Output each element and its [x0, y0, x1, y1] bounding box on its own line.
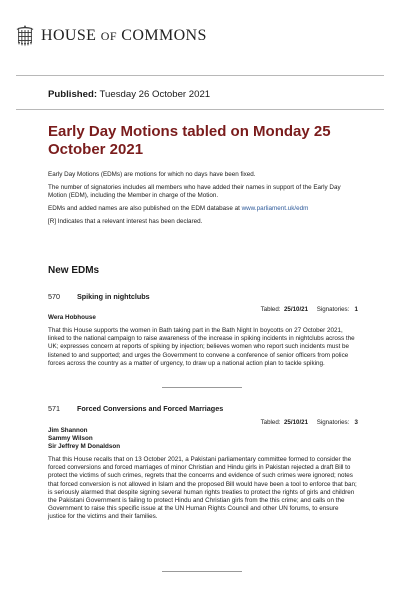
motion-title: Forced Conversions and Forced Marriages	[77, 404, 224, 413]
tabled-label: Tabled:	[260, 306, 281, 313]
motion-meta	[261, 419, 358, 426]
signatories-count: 1	[354, 306, 358, 313]
header-rule	[16, 75, 384, 76]
motion-number: 571	[48, 404, 60, 413]
wordmark-commons: COMMONS	[121, 27, 207, 44]
intro-paragraph-4: [R] Indicates that a relevant interest has been declared.	[48, 217, 203, 225]
published-date: Tuesday 26 October 2021	[99, 89, 211, 100]
intro-paragraph-1: Early Day Motions (EDMs) are motions for which no days have been fixed.	[48, 171, 256, 178]
house-of-commons-wordmark	[41, 27, 207, 45]
motion-meta	[261, 306, 358, 313]
signatories-label: Signatories:	[316, 419, 350, 426]
edm-database-link[interactable]: www.parliament.uk/edm	[241, 205, 309, 212]
intro-paragraph-2: The number of signatories includes all members who have added their names in support of the Early Day Motion (EDM), including the Member in charge of the Motion.	[48, 183, 341, 200]
tabled-date: 25/10/21	[283, 419, 309, 426]
published-label: Published:	[48, 89, 98, 100]
motion-text: That this House supports the women in Bath taking part in the Bath Night In boycotts on 27 October 2021, linked to the national campaign to raise awareness of the increase in spiking incidents in nightclubs across the UK; expresses concern at reports of spiking by injection; believes women who report such incidents must be listened to and supported; and urges the Government to convene a conference of senior officers from police forces across the country as a matter of urgency, to draw up a national action plan to tackle spiking.	[48, 327, 355, 367]
sponsor-name: Wera Hobhouse	[48, 314, 96, 321]
motion-570	[48, 292, 358, 368]
sponsor-name: Sir Jeffrey M Donaldson	[48, 443, 121, 450]
document-header	[16, 24, 207, 48]
tabled-label: Tabled:	[260, 419, 281, 426]
motion-number: 570	[48, 292, 60, 301]
signatories-label: Signatories:	[316, 306, 350, 313]
motion-divider	[162, 571, 242, 572]
sponsor-name: Jim Shannon	[48, 427, 88, 434]
motion-divider	[162, 387, 242, 388]
intro-paragraph-3-text: EDMs and added names are also published on the EDM database at	[48, 205, 242, 212]
motion-header	[48, 404, 358, 414]
motion-title: Spiking in nightclubs	[77, 292, 150, 301]
signatories-count: 3	[354, 419, 358, 426]
motion-571	[48, 404, 358, 522]
section-title-new-edms: New EDMs	[48, 265, 100, 276]
motion-text: That this House recalls that on 13 October 2021, a Pakistani parliamentary committee formed to consider the forced conversions and forced marriages of minor Christian and Hindu girls in Pakistan rejected a draft Bill to protect the victims of such crimes, regrets that the concerns and evidence of such crimes were ignored; notes that forced conversion is not allowed in Islam and the proposed Bill would have been a tool to enforce that ban; is seriously alarmed that despite signing several human rights treaties to protect the rights of girls and children the Pakistani Government is failing to protect Hindu and Christian girls from the this crime; and calls on the Government to raise this specific issue at the UN Human Rights Council and other UN forums, to ensure justice for the victims and their families.	[48, 456, 357, 521]
intro-paragraph-3	[48, 205, 358, 213]
motion-sponsors	[48, 314, 358, 322]
motion-sponsors	[48, 427, 358, 451]
sponsor-name: Sammy Wilson	[48, 435, 93, 442]
portcullis-icon	[16, 25, 34, 47]
document-title: Early Day Motions tabled on Monday 25 October 2021	[48, 123, 331, 158]
published-rule	[16, 109, 384, 110]
motion-header	[48, 292, 358, 302]
tabled-date: 25/10/21	[283, 306, 309, 313]
intro-notes	[48, 171, 358, 231]
wordmark-house: HOUSE	[41, 27, 97, 44]
published-line	[48, 89, 210, 100]
wordmark-of: OF	[100, 29, 117, 43]
